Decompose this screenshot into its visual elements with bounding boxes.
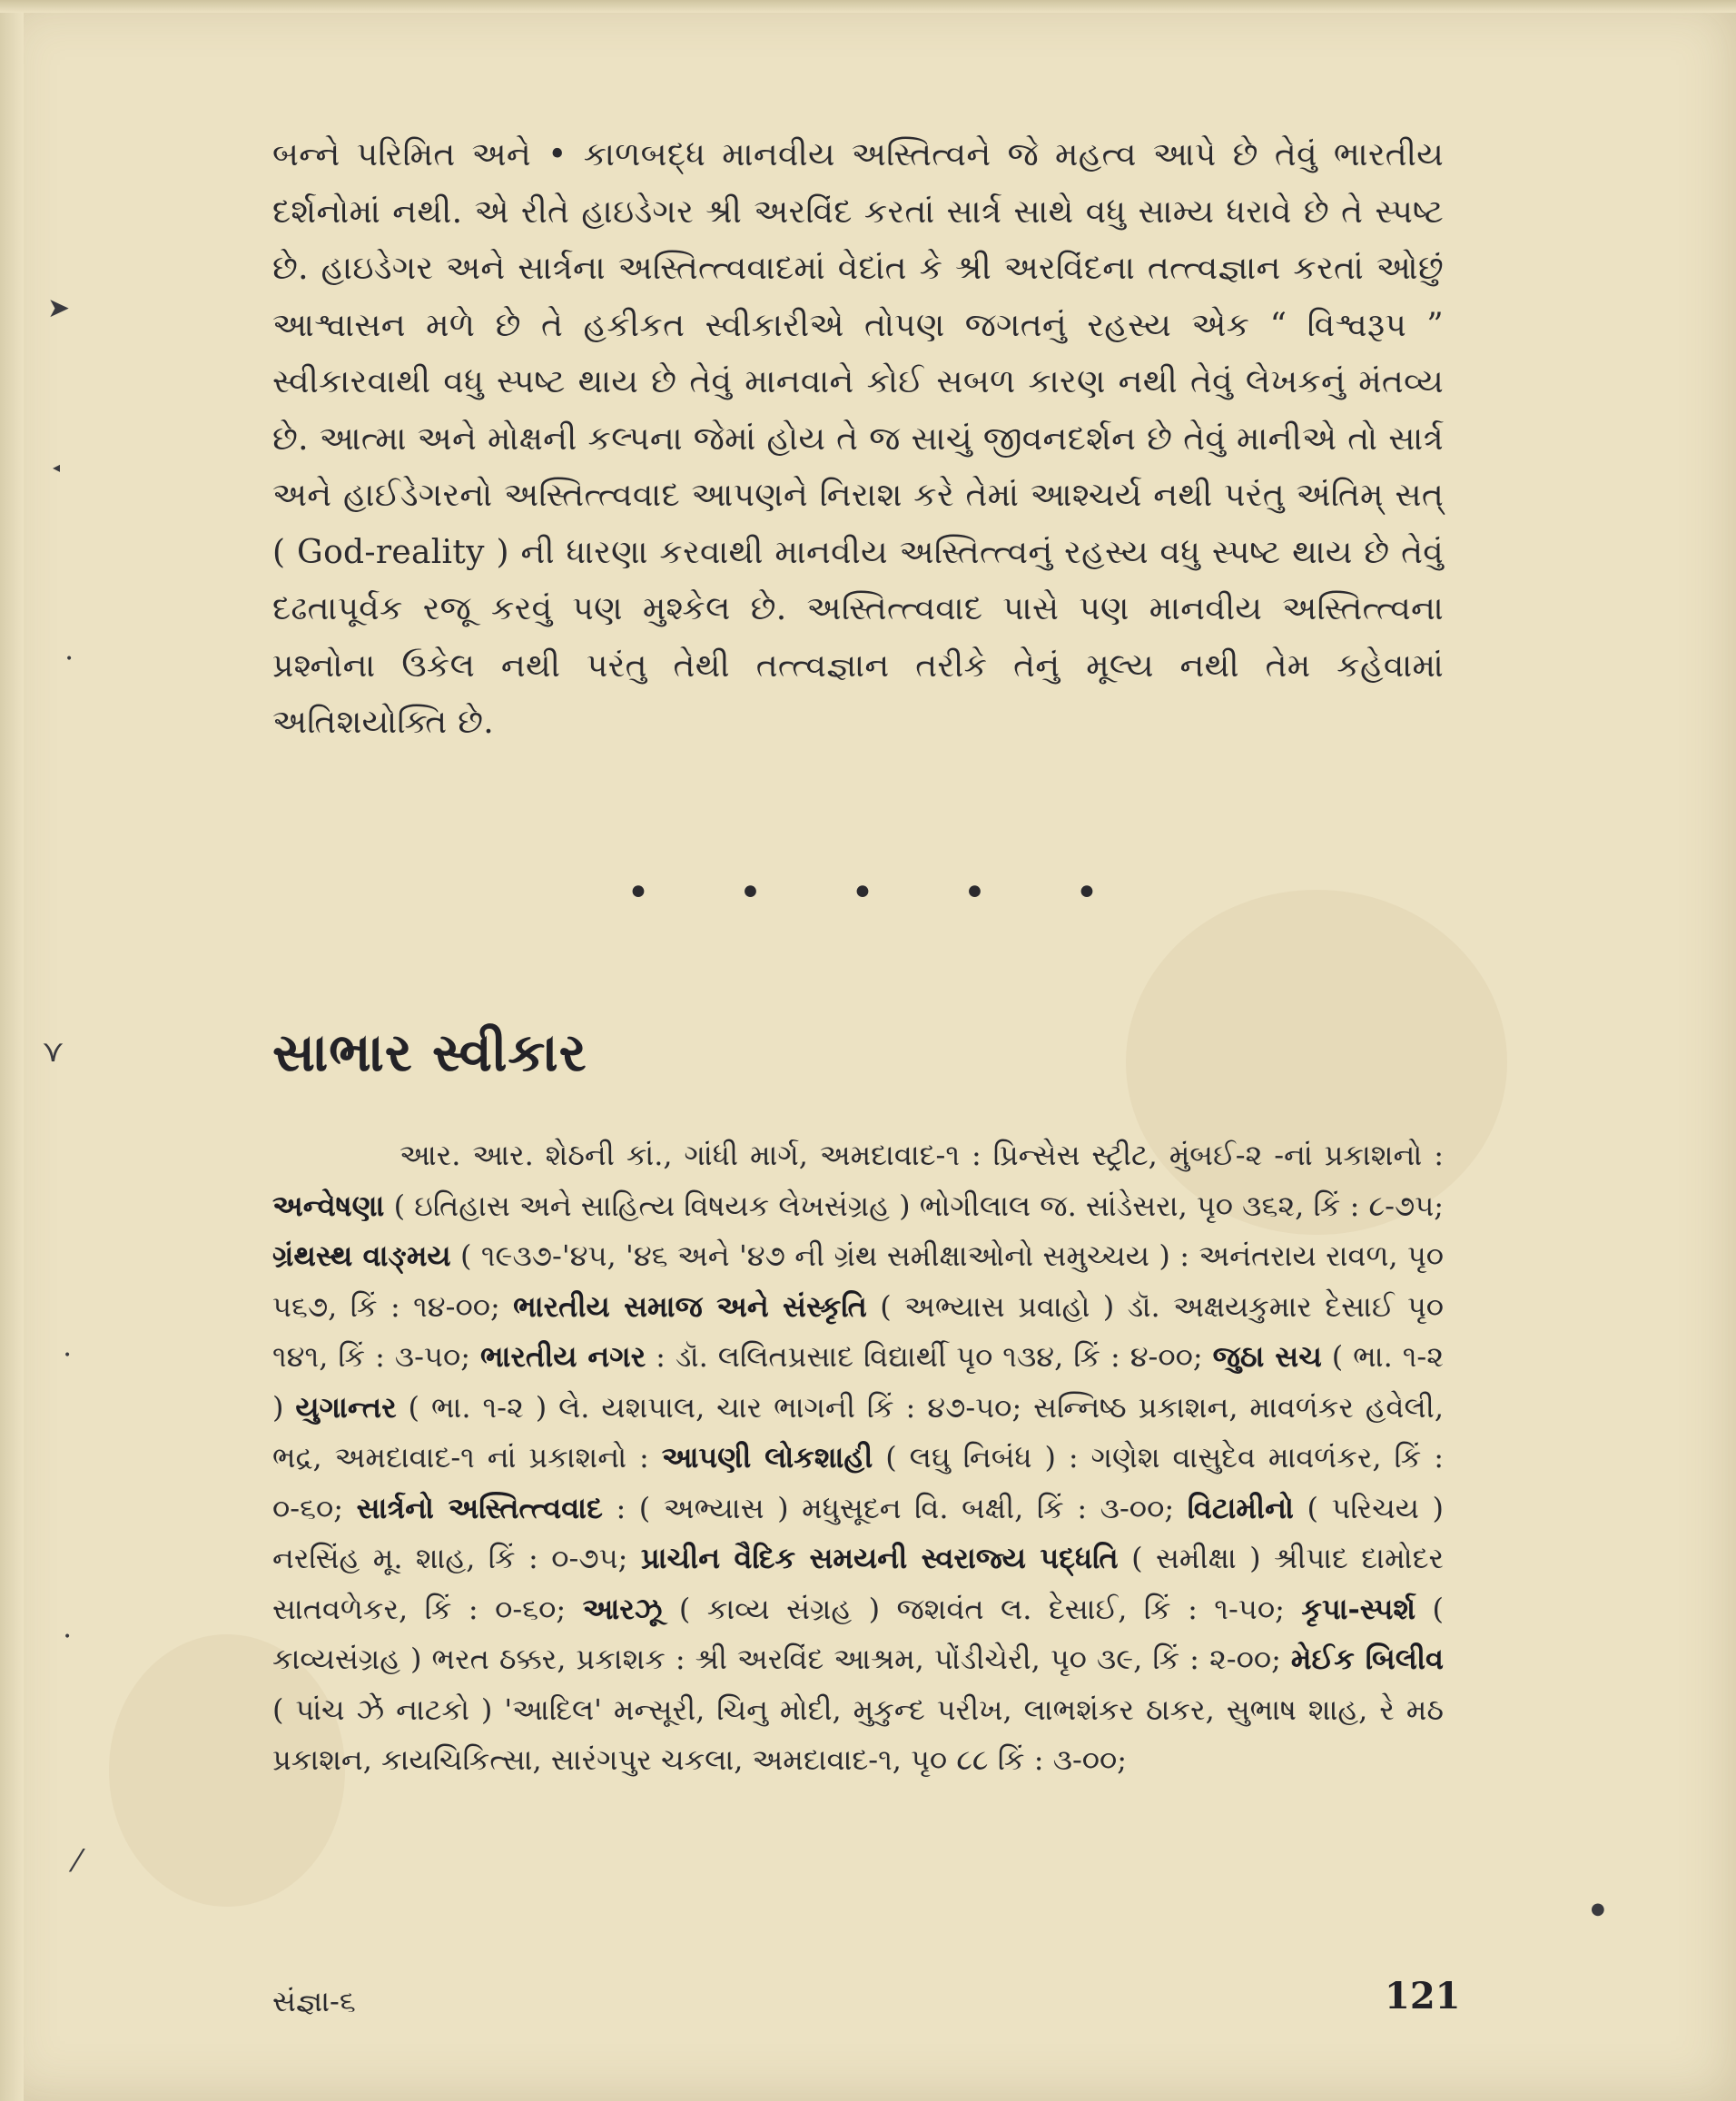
- book-details: ( અભ્યાસ પ્રવાહો ) ડૉ. અક્ષયકુમાર દેસાઈ પૃ૦ ૧૪૧, કિં : ૩-૫૦;: [272, 1288, 1444, 1374]
- book-title: જુઠા સચ: [1212, 1339, 1322, 1374]
- section-break-dot: •: [738, 870, 763, 916]
- book-title: યુગાન્તર: [295, 1389, 397, 1425]
- section-break-dot: •: [962, 870, 987, 916]
- section-break-dot: •: [626, 870, 650, 916]
- section-break-dot: •: [851, 870, 874, 916]
- book-details: ( કાવ્ય સંગ્રહ ) જશવંત લ. દેસાઈ, કિં : ૧-૫૦;: [662, 1591, 1302, 1626]
- book-details: ( ઇતિહાસ અને સાહિત્ય વિષયક લેખસંગ્રહ ) ભોગીલાલ જ. સાંડેસરા, પૃ૦ ૩૬૨, કિં : ૮-૭૫;: [384, 1188, 1444, 1223]
- book-details: ( સમીક્ષા ) શ્રીપાદ દામોદર સાતવળેકર, કિં : ૦-૬૦;: [272, 1541, 1445, 1626]
- body-paragraph: બન્ને પરિમિત અને • કાળબદ્ધ માનવીય અસ્તિત્વને જે મહત્વ આપે છે તેવું ભારતીય દર્શનોમાં નથી. એ રીતે હાઇડેગર શ્રી અરવિંદ કરતાં સાર્ત્ર સાથે વધુ સામ્ય ધરાવે છે તે સ્પષ્ટ છે. હાઇડેગર અને સાર્ત્રના અસ્તિત્ત્વવાદમાં વેદાંત કે શ્રી અરવિંદના તત્ત્વજ્ઞાન કરતાં ઓછું આશ્વાસન મળે છે તે હકીકત સ્વીકારીએ તોપણ જગતનું રહસ્ય એક “ વિશ્વરૂપ ” સ્વીકારવાથી વધુ સ્પષ્ટ થાય છે તેવું માનવાને કોઈ સબળ કારણ નથી તેવું લેખકનું મંતવ્ય છે. આત્મા અને મોક્ષની કલ્પના જેમાં હોય તે જ સાચું જીવનદર્શન છે તેવું માનીએ તો સાર્ત્ર અને હાઈડેગરનો અસ્તિત્ત્વવાદ આપણને નિરાશ કરે તેમાં આશ્ચર્ય નથી પરંતુ અંતિમ્ સત્ ( God-reality ) ની ધારણા કરવાથી માનવીય અસ્તિત્ત્વનું રહસ્ય વધુ સ્પષ્ટ થાય છે તેવું દઢતાપૂર્વક રજૂ કરવું પણ મુશ્કેલ છે. અસ્તિત્ત્વવાદ પાસે પણ માનવીય અસ્તિત્ત્વના પ્રશ્નોના ઉકેલ નથી પરંતુ તેથી તત્ત્વજ્ઞાન તરીકે તેનું મૂલ્ય નથી તેમ કહેવામાં અતિશયોક્તિ છે.: [272, 136, 1444, 741]
- margin-mark: ◂: [53, 459, 61, 476]
- book-details: ( પરિચય ) નરસિંહ મૂ. શાહ, કિં : ૦-૭૫;: [272, 1490, 1444, 1575]
- footer-journal-issue: સંજ્ઞા-૬: [272, 1984, 356, 2018]
- section-break-dot: •: [1075, 870, 1099, 916]
- book-title: પ્રાચીન વૈદિક સમયની સ્વરાજ્ય પદ્ધતિ: [640, 1541, 1119, 1575]
- margin-mark: ➤: [47, 292, 71, 324]
- book-title: ભારતીય સમાજ અને સંસ્કૃતિ: [513, 1288, 867, 1324]
- margin-mark: ⁄: [74, 1843, 80, 1879]
- margin-mark: •: [64, 1630, 72, 1644]
- book-details: ( ૧૯૩૭-'૪૫, '૪૬ અને '૪૭ ની ગ્રંથ સમીક્ષાઓનો સમુચ્ચય ) : અનંતરાય રાવળ, પૃ૦ ૫૬૭, કિં : ૧૪-૦૦;: [272, 1238, 1444, 1324]
- page-edge-top: [0, 0, 1736, 13]
- margin-mark: •: [65, 652, 74, 666]
- book-title: આપણી લોકશાહી: [661, 1440, 873, 1475]
- book-details: ( પાંચ ઝેૅ નાટકો ) 'આદિલ' મન્સૂરી, ચિનુ મોદી, મુકુન્દ પરીખ, લાભશંકર ઠાકર, સુભાષ શાહ, રે મઠ પ્રકાશન, કાયચિકિત્સા, સારંગપુર ચકલા, અમદાવાદ-૧, પૃ૦ ૮૮ કિં : ૩-૦૦;: [272, 1692, 1444, 1777]
- margin-mark: ⋎: [42, 1033, 64, 1070]
- page-edge-left: [0, 0, 24, 2101]
- book-details: : ( અભ્યાસ ) મધુસૂદન વિ. બક્ષી, કિં : ૩-૦૦;: [602, 1490, 1188, 1525]
- book-title: ભારતીય નગર: [479, 1339, 646, 1374]
- book-title: કૃપા-સ્પર્શ: [1301, 1591, 1416, 1626]
- book-title: અન્વેષણા: [272, 1188, 385, 1223]
- book-details: ( ભા. ૧-૨ ) લે. યશપાલ, ચાર ભાગની કિં : ૪૭-૫૦; સન્નિષ્ઠ પ્રકાશન, માવળંકર હવેલી, ભદ્ર, અમદાવાદ-૧ નાં પ્રકાશનો :: [272, 1389, 1445, 1475]
- margin-mark: •: [64, 1348, 72, 1363]
- book-title: મેઈક બિલીવ: [1290, 1642, 1444, 1676]
- book-title: આરઝૂ: [582, 1591, 663, 1626]
- section-heading: સાભાર સ્વીકાર: [272, 1021, 587, 1083]
- book-details: ( લઘુ નિબંધ ) : ગણેશ વાસુદેવ માવળંકર, કિં : ૦-૬૦;: [272, 1440, 1444, 1525]
- page-number: 121: [1385, 1975, 1461, 2017]
- book-title: વિટામીનો: [1187, 1490, 1294, 1525]
- acknowledgement-paragraph: [272, 1130, 1444, 1786]
- book-title: સાર્ત્રનો અસ્તિત્ત્વવાદ: [356, 1490, 603, 1525]
- margin-mark: ●: [1591, 1899, 1605, 1919]
- book-details: ( ભા. ૧-૨ ): [272, 1339, 1444, 1425]
- book-details: આર. આર. શેઠની કાં., ગાંધી માર્ગ, અમદાવાદ-૧ : પ્રિન્સેસ સ્ટ્રીટ, મુંબઈ-૨ -નાં પ્રકાશનો :: [399, 1138, 1444, 1172]
- book-details: : ડૉ. લલિતપ્રસાદ વિદ્યાર્થી પૃ૦ ૧૩૪, કિં : ૪-૦૦;: [646, 1339, 1213, 1374]
- book-title: ગ્રંથસ્થ વાઙ્મય: [272, 1238, 451, 1273]
- book-details: ( કાવ્યસંગ્રહ ) ભરત ઠક્કર, પ્રકાશક : શ્રી અરવિંદ આશ્રમ, પોંડીચેરી, પૃ૦ ૩૯, કિં : ૨-૦૦;: [272, 1591, 1445, 1676]
- section-break: [626, 870, 1099, 916]
